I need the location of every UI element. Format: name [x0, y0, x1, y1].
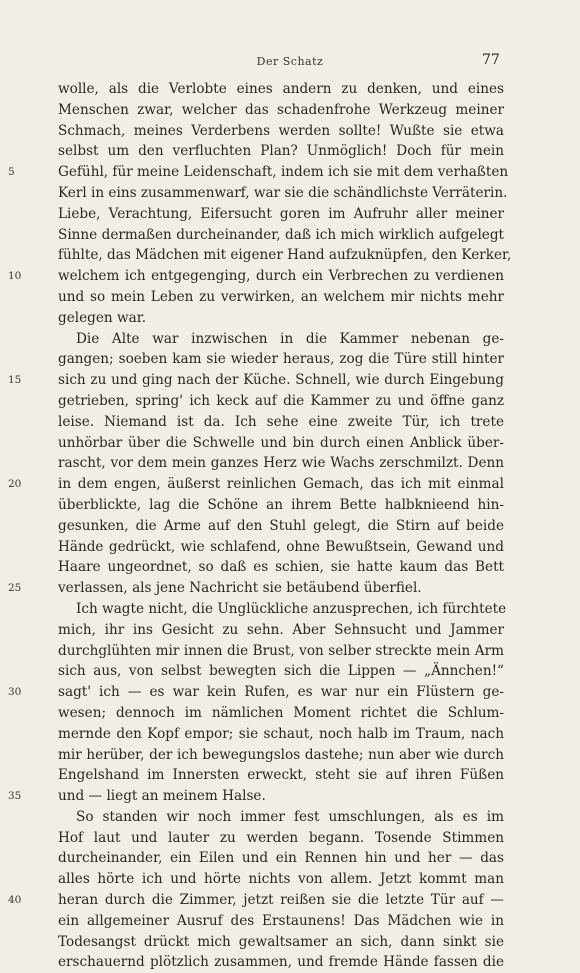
line-text: selbst um den verfluchten Plan? Unmöglich! Doch für mein [58, 143, 504, 160]
text-line [58, 557, 504, 578]
text-line [58, 537, 504, 558]
line-text: Menschen zwar, welcher das schadenfrohe Werkzeug meiner [58, 101, 504, 118]
line-text: sich aus, von selbst bewegten sich die Lippen — „Ännchen!“ [58, 663, 504, 680]
line-number: 30 [8, 686, 22, 699]
text-line [8, 786, 504, 807]
text-line [58, 433, 504, 454]
text-line [58, 495, 504, 516]
text-line [58, 745, 504, 766]
line-number: 15 [8, 374, 22, 387]
text-line [58, 391, 504, 412]
text-line [58, 121, 504, 142]
line-text: durchglühten mir innen die Brust, von selber streckte mein Arm [58, 642, 504, 659]
line-text: sagt' ich — es war kein Rufen, es war nur ein Flüstern ge- [58, 684, 504, 701]
line-text: Liebe, Verachtung, Eifersucht goren im Aufruhr aller meiner [58, 205, 504, 222]
line-text: wolle, als die Verlobte eines andern zu denken, und eines [58, 81, 504, 97]
line-text: gangen; soeben kam sie wieder heraus, zog die Türe still hinter [58, 351, 504, 368]
line-number: 40 [8, 894, 22, 907]
text-line [58, 183, 508, 204]
text-line [58, 79, 504, 100]
line-number: 25 [8, 582, 22, 595]
line-text: Todesangst drückt mich gewaltsamer an sich, dann sinkt sie [58, 933, 504, 950]
line-text: welchem ich entgegenging, durch ein Verbrechen zu verdienen [58, 268, 504, 285]
line-text: mernde den Kopf empor; sie schaut, noch halb im Traum, nach [58, 725, 504, 742]
line-number: 35 [8, 790, 22, 803]
line-text: wesen; dennoch im nämlichen Moment richtet die Schlum- [58, 704, 504, 721]
text-line [58, 724, 504, 745]
text-line [58, 204, 504, 225]
line-text: ein allgemeiner Ausruf des Erstaunens! Das Mädchen wie in [58, 912, 504, 929]
line-text: Hof laut und lauter zu werden begann. Tosende Stimmen [58, 829, 504, 846]
text-line [8, 162, 509, 183]
line-text: gelegen war. [58, 309, 147, 326]
text-line [58, 225, 504, 246]
text-line [58, 765, 504, 786]
line-number: 10 [8, 270, 22, 283]
line-text: Haare ungeordnet, so daß es schien, sie hatte kaum das Bett [58, 559, 504, 576]
text-line [58, 703, 504, 724]
page-number: 77 [482, 52, 500, 68]
text-line [58, 308, 504, 329]
line-text: unhörbar über die Schwelle und bin durch einen Anblick über- [58, 434, 504, 451]
line-text: verlassen, als jene Nachricht sie betäubend überfiel. [58, 580, 422, 597]
line-text: gesunken, die Arme auf den Stuhl gelegt, die Stirn auf beide [58, 517, 504, 534]
text-line [8, 370, 504, 391]
line-text: Ich wagte nicht, die Unglückliche anzusprechen, ich fürchtete [76, 600, 507, 617]
text-line [58, 848, 504, 869]
text-line [8, 474, 504, 495]
text-line [58, 287, 504, 308]
running-title: Der Schatz [256, 55, 324, 68]
line-text: mir herüber, der ich bewegungslos dastehe; nun aber wie durch [58, 746, 504, 763]
text-line [58, 599, 507, 620]
line-text: rascht, vor dem mein ganzes Herz wie Wachs zerschmilzt. Denn [58, 455, 504, 472]
line-text: heran durch die Zimmer, jetzt reißen sie die letzte Tür auf — [58, 892, 504, 909]
text-line [58, 807, 504, 828]
text-line [58, 141, 504, 162]
line-text: mich, ihr ins Gesicht zu sehn. Aber Sehnsucht und Jammer [58, 621, 504, 638]
line-text: Die Alte war inzwischen in die Kammer nebenan ge- [76, 330, 504, 347]
line-text: getrieben, spring' ich keck auf die Kammer zu und öffne ganz [58, 392, 504, 409]
line-text: Kerl in eins zusammenwarf, war sie die schändlichste Verräterin. [58, 184, 508, 201]
body-text [8, 79, 512, 973]
line-text: Gefühl, für meine Leidenschaft, indem ich sie mit dem verhaßten [58, 164, 509, 181]
line-text: sich zu und ging nach der Küche. Schnell, wie durch Eingebung [58, 372, 504, 389]
text-line [8, 682, 504, 703]
text-line [58, 661, 504, 682]
line-text: Hände gedrückt, wie schlafend, ohne Bewußtsein, Gewand und [58, 538, 504, 555]
line-text: fühlte, das Mädchen mit eigener Hand aufzuknüpfen, den Kerker, [58, 247, 512, 264]
line-text: Schmach, meines Verderbens werden sollte! Wußte sie etwa [58, 122, 504, 139]
text-line [58, 412, 504, 433]
line-number: 20 [8, 478, 22, 491]
text-line [8, 578, 504, 599]
line-text: Engelshand im Innersten erweckt, steht sie auf ihren Füßen [58, 767, 504, 784]
line-text: alles hörte ich und hörte nichts von allem. Jetzt kommt man [58, 871, 504, 888]
text-line [58, 828, 504, 849]
text-line [58, 952, 504, 973]
line-text: So standen wir noch immer fest umschlungen, als es im [76, 808, 504, 825]
text-line [8, 266, 504, 287]
line-text: Sinne dermaßen durcheinander, daß ich mich wirklich aufgelegt [58, 226, 504, 243]
text-line [58, 932, 504, 953]
text-line [58, 911, 504, 932]
line-text: und so mein Leben zu verwirken, an welchem mir nichts mehr [58, 288, 504, 305]
text-line [58, 329, 504, 350]
line-text: überblickte, lag die Schöne an ihrem Bette halbknieend hin- [58, 496, 504, 513]
line-text: in dem engen, äußerst reinlichen Gemach, das ich mit einmal [58, 476, 504, 493]
line-text: leise. Niemand ist da. Ich sehe eine zweite Tür, ich trete [58, 413, 504, 430]
text-line [58, 620, 504, 641]
text-line [58, 453, 504, 474]
line-text: erschauernd plötzlich zusammen, und fremde Hände fassen die [58, 954, 504, 971]
line-text: durcheinander, ein Eilen und ein Rennen hin und her — das [58, 850, 504, 867]
text-line [58, 641, 504, 662]
text-line [58, 245, 512, 266]
line-text: und — liegt an meinem Halse. [58, 788, 266, 805]
line-number: 5 [8, 166, 15, 179]
text-line [58, 869, 504, 890]
text-line [58, 516, 504, 537]
text-line [58, 100, 504, 121]
text-line [58, 349, 504, 370]
text-line [8, 890, 504, 911]
